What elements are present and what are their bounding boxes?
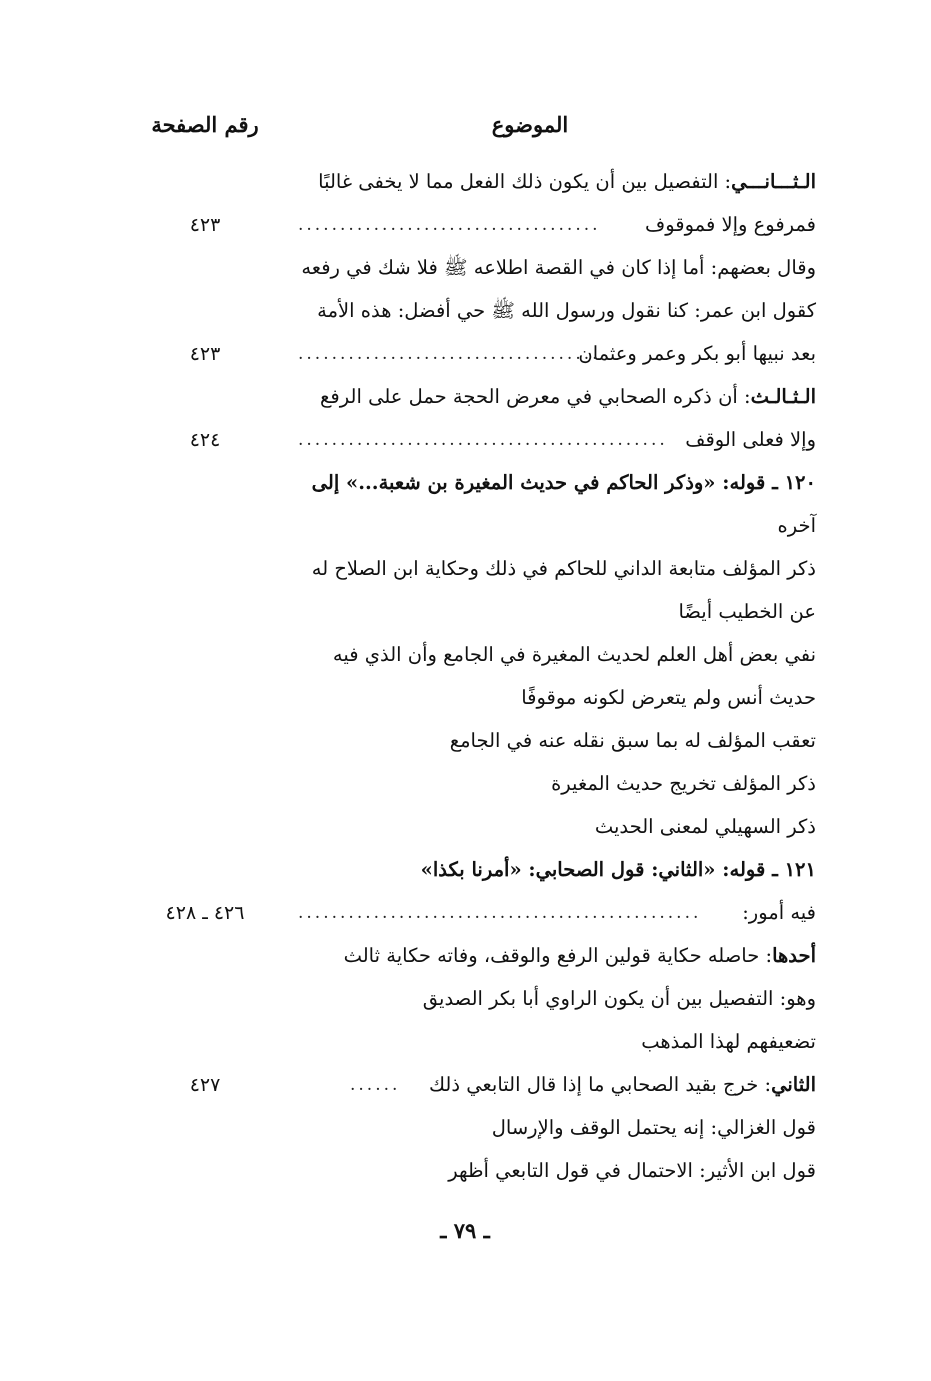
column-header-topic: الموضوع [491, 112, 569, 137]
entry-lead: الـثـالـث [750, 385, 816, 408]
index-entry [0, 1111, 931, 1147]
entry-body: وقال بعضهم: أما إذا كان في القصة اطلاعه ﷺ فلا شك في رفعه [301, 256, 816, 279]
dot-leader: ............................................ [298, 430, 668, 450]
entry-text [296, 1025, 816, 1059]
entry-text [296, 595, 816, 629]
index-entry [0, 853, 931, 889]
entry-lead: ١٢٠ ـ قوله [729, 471, 816, 494]
entry-page-number: ٤٢٣ [189, 214, 221, 236]
entry-lead: أحدها [772, 944, 816, 967]
index-entry [0, 1025, 931, 1061]
entry-text [296, 681, 816, 715]
entry-text [296, 552, 816, 586]
entry-text [296, 939, 816, 973]
entry-text [296, 294, 816, 328]
entry-body: وإلا فعلى الوقف [685, 428, 816, 451]
entry-text [296, 810, 816, 844]
entry-text [296, 165, 816, 199]
entry-text [296, 1111, 816, 1145]
index-entry [0, 638, 931, 674]
entry-text [296, 509, 816, 543]
entry-text [296, 638, 816, 672]
entry-lead: الثاني [771, 1073, 816, 1096]
index-entry [0, 810, 931, 846]
entry-body: عن الخطيب أيضًا [678, 600, 816, 623]
dot-leader: .................................... [298, 344, 601, 364]
column-header-page-number: رقم الصفحة [151, 112, 259, 137]
index-entry [0, 251, 931, 287]
entry-body: آخره [777, 514, 816, 537]
entry-text [296, 982, 816, 1016]
entry-lead: الـثـــانـــي [731, 170, 816, 193]
entry-body: قول الغزالي: إنه يحتمل الوقف والإرسال [491, 1116, 816, 1139]
index-entry [0, 423, 931, 459]
entry-lead: ١٢١ ـ قوله [729, 858, 816, 881]
entry-text [296, 767, 816, 801]
index-entry [0, 767, 931, 803]
index-entry [0, 724, 931, 760]
index-entry [0, 509, 931, 545]
entry-body: فيه أمور: [742, 901, 816, 924]
index-entry [0, 294, 931, 330]
page-number-footer: ـ ٧٩ ـ [440, 1218, 490, 1243]
index-entry [0, 208, 931, 244]
entry-body: : «وذكر الحاكم في حديث المغيرة بن شعبة...» إلى [311, 471, 730, 494]
entry-text [296, 724, 816, 758]
entry-body: تعقب المؤلف له بما سبق نقله عنه في الجامع [449, 729, 816, 752]
index-entry [0, 337, 931, 373]
entry-text [296, 251, 816, 285]
entry-body: تضعيفهم لهذا المذهب [641, 1030, 816, 1053]
entry-body: ذكر المؤلف متابعة الداني للحاكم في ذلك وحكاية ابن الصلاح له [311, 557, 816, 580]
entry-body: وهو: التفصيل بين أن يكون الراوي أبا بكر الصديق [422, 987, 816, 1010]
index-entry [0, 595, 931, 631]
entry-body: : التفصيل بين أن يكون ذلك الفعل مما لا يخفى غالبًا [318, 170, 732, 193]
entry-text [296, 380, 816, 414]
dot-leader: ................................................ [298, 903, 702, 923]
entry-text [296, 1154, 816, 1188]
entry-page-number: ٤٢٣ [189, 343, 221, 365]
entry-page-number: ٤٢٧ [189, 1074, 221, 1096]
index-entry [0, 552, 931, 588]
entry-body: : حاصله حكاية قولين الرفع والوقف، وفاته حكاية ثالث [343, 944, 773, 967]
index-entry [0, 681, 931, 717]
entry-body: ذكر المؤلف تخريج حديث المغيرة [551, 772, 816, 795]
entry-page-number: ٤٢٤ [189, 429, 221, 451]
dot-leader: .................................... [298, 215, 601, 235]
entry-body: : خرج بقيد الصحابي ما إذا قال التابعي ذلك [429, 1073, 772, 1096]
index-entry [0, 466, 931, 502]
entry-body: فمرفوع وإلا فموقوف [644, 213, 816, 236]
entry-text [296, 853, 816, 887]
entry-body: : «الثاني: قول الصحابي: «أمرنا بكذا» [420, 858, 730, 881]
index-entry [0, 982, 931, 1018]
entry-body: قول ابن الأثير: الاحتمال في قول التابعي أظهر [448, 1159, 816, 1182]
entry-body: بعد نبيها أبو بكر وعمر وعثمان [578, 342, 816, 365]
dot-leader: ...... [350, 1075, 401, 1095]
entry-body: : أن ذكره الصحابي في معرض الحجة حمل على الرفع [320, 385, 751, 408]
index-entry [0, 165, 931, 201]
entry-body: كقول ابن عمر: كنا نقول ورسول الله ﷺ حي أفضل: هذه الأمة [317, 299, 816, 322]
index-entry [0, 939, 931, 975]
index-entry [0, 1068, 931, 1104]
index-entry [0, 1154, 931, 1190]
entry-body: نفي بعض أهل العلم لحديث المغيرة في الجامع وأن الذي فيه [332, 643, 816, 666]
entry-body: ذكر السهيلي لمعنى الحديث [594, 815, 816, 838]
entry-page-number: ٤٢٦ ـ ٤٢٨ [165, 902, 245, 924]
index-entry [0, 380, 931, 416]
index-entry [0, 896, 931, 932]
entry-text [296, 466, 816, 500]
entry-body: حديث أنس ولم يتعرض لكونه موقوفًا [521, 686, 816, 709]
